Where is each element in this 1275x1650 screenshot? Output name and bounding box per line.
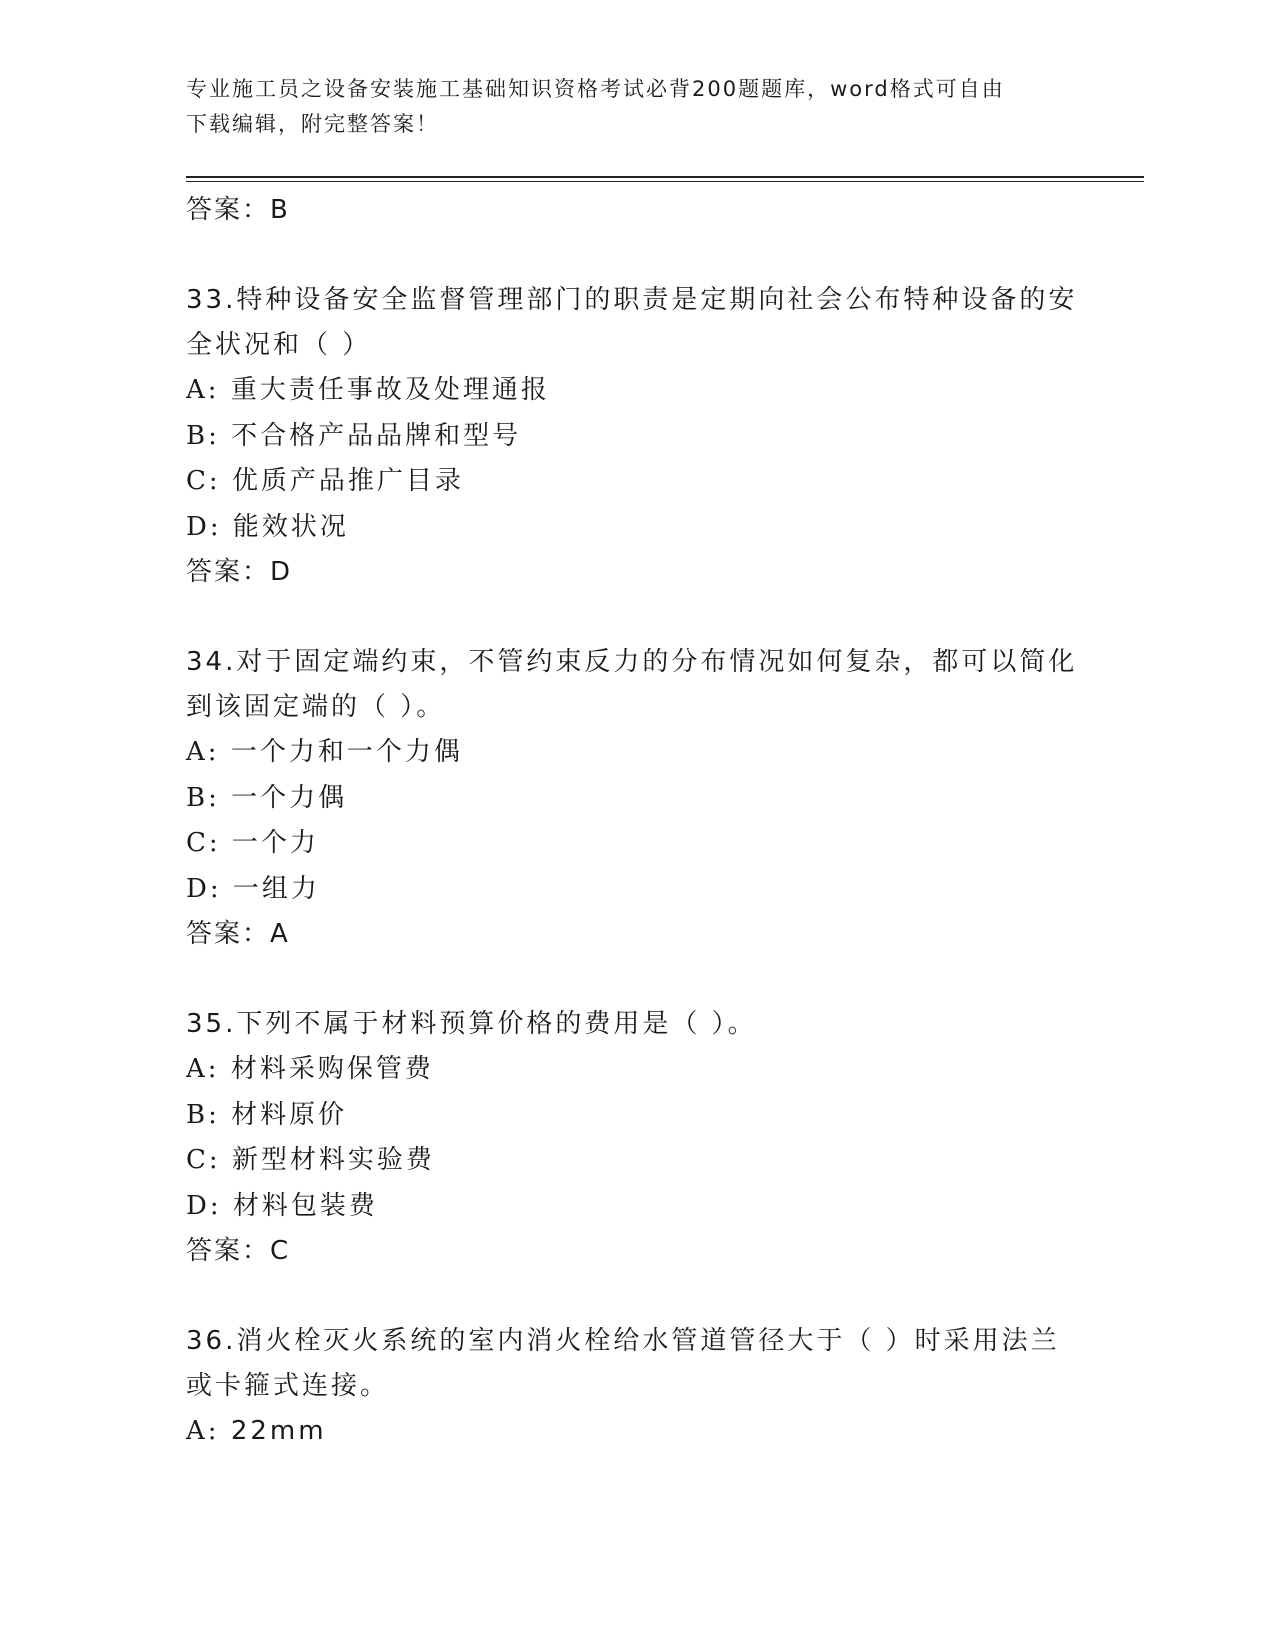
option-d: D: 材料包装费	[186, 1190, 378, 1221]
question-list	[186, 188, 1078, 1455]
header-line-2: 下载编辑，附完整答案！	[186, 112, 439, 136]
header-line-1: 专业施工员之设备安装施工基础知识资格考试必背200题题库，word格式可自由	[186, 77, 1005, 101]
option-d: D: 一组力	[186, 873, 320, 904]
answer: 答案：D	[186, 557, 293, 587]
option-b: B: 材料原价	[186, 1099, 348, 1130]
question-stem-cont: 全状况和（ ）	[186, 330, 372, 360]
option-c: C: 优质产品推广目录	[186, 466, 464, 496]
question-stem: 34.对于固定端约束，不管约束反力的分布情况如何复杂，都可以简化	[186, 647, 1078, 677]
document-header	[186, 72, 1066, 142]
option-c: C: 一个力	[186, 828, 319, 858]
option-c: C: 新型材料实验费	[186, 1145, 435, 1175]
option-d: D: 能效状况	[186, 511, 349, 542]
option-b: B: 一个力偶	[186, 782, 348, 813]
option-a: A: 重大责任事故及处理通报	[186, 375, 550, 405]
question-stem-cont: 到该固定端的（ ）。	[186, 692, 446, 722]
question-36	[186, 1319, 1066, 1455]
option-b: B: 不合格产品品牌和型号	[186, 420, 522, 451]
header-rule-thick	[186, 176, 1144, 178]
question-stem: 33.特种设备安全监督管理部门的职责是定期向社会公布特种设备的安	[186, 285, 1078, 315]
previous-answer: 答案：B	[186, 195, 290, 225]
question-stem: 35.下列不属于材料预算价格的费用是（ ）。	[186, 1009, 757, 1039]
header-rule-thin	[186, 181, 1144, 182]
question-34	[186, 640, 1078, 957]
option-a: A: 材料采购保管费	[186, 1054, 434, 1084]
question-stem-cont: 或卡箍式连接。	[186, 1371, 390, 1401]
option-a: A: 一个力和一个力偶	[186, 737, 463, 767]
question-stem: 36.消火栓灭火系统的室内消火栓给水管道管径大于（ ）时采用法兰	[186, 1326, 1060, 1356]
question-33	[186, 278, 1078, 595]
answer: 答案：C	[186, 1236, 291, 1266]
answer: 答案：A	[186, 919, 290, 949]
question-35	[186, 1002, 1066, 1274]
option-a: A: 22mm	[186, 1416, 327, 1446]
